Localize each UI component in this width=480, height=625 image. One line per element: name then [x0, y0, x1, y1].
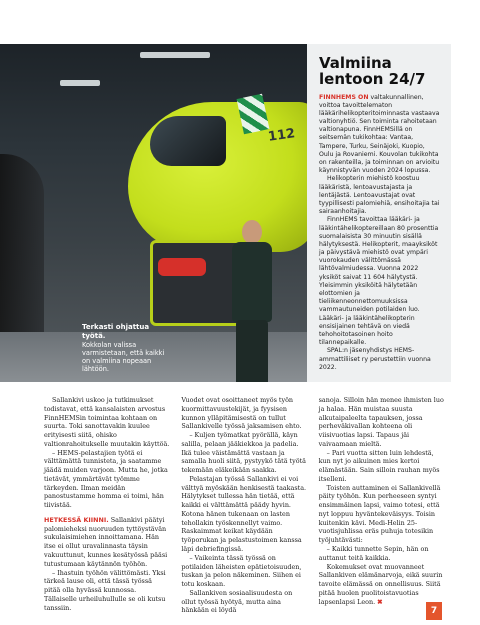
paragraph: – HEMS-pelastajien työtä ei välttämättä tunnisteta, ja saatamme jäädä muiden varjoon. Mutta he, jotka tietävät, ymmärtävät työmme tärkeyden. Ilman meidän panostustamme homma ei toimi, hän tiivistää. — [44, 448, 168, 510]
sidebar-title: Valmiina lentoon 24/7 — [319, 54, 426, 88]
stretcher — [158, 258, 206, 276]
section-subhead: HETKESSÄ KIINNI. — [44, 515, 109, 524]
helicopter-number: 112 — [267, 126, 297, 145]
paragraph: Sallankiven sosiaalisuudesta on ollut työssä hyötyä, mutta aina hänkään ei löydä — [181, 588, 293, 615]
article-column-2 — [181, 396, 307, 615]
article-column-1 — [44, 396, 170, 612]
info-sidebar — [307, 44, 451, 382]
page-number: 7 — [426, 602, 442, 620]
paragraph: Kokemukset ovat muovanneet Sallankiven elämänarvoja, eikä suurin tavoite elämässä on onnellisuus. Siitä pitää huolen puolitoistavuotias lapsenlapsi Leon. ✖ — [318, 562, 443, 606]
photo-caption — [82, 323, 172, 373]
sidebar-body — [319, 94, 441, 372]
paragraph: – Pari vuotta sitten luin lehdestä, kun nyt jo aikuinen mies kertoi elämästään. Sain silloin rauhan myös itselleni. — [318, 448, 440, 483]
paragraph: sanoja. Silloin hän menee ihmisten luo ja halaa. Hän muistaa suusta alkutaipaleelta tapauksen, jossa perheväkivallan kohteena oli viisivuotias lapsi. Tapaus jäi vaivaamaan mieltä. — [318, 396, 444, 448]
hangar-light — [140, 52, 210, 58]
crew-member — [230, 220, 274, 382]
helicopter-window — [150, 116, 226, 166]
paragraph: HETKESSÄ KIINNI. Sallankivi päätyi palomieheksi nuoruuden tyttöystävän sukulaisimiehen innoittamana. Hän itse ei ollut uravalinnasta täysin vakuuttunut, kunnes kesätyössä pääsi tutustumaan käytännön työhön. — [44, 515, 168, 568]
paragraph: Pelastajan työssä Sallankivi ei voi välttyä myöskään henkisestä taakasta. Hälytykset tullessa hän tietää, että kaikki ei välttämättä päädy hyvin. Kotona hänen tukenaan on lasten tehollakin työskennellyt vaimo. Raskaimmat keikat käydään työporukan ja pelastustoimen kanssa läpi debriefingissä. — [181, 474, 307, 554]
sidebar-paragraph: Helikopterin miehistö koostuu lääkäristä, lentoavustajasta ja lentäjästä. Lentoavustajat ovat tyypillisesti palomiehiä, ensihoitajia tai sairaanhoitajia. — [319, 175, 440, 216]
paragraph: – Ihastuin työhön välittömästi. Yksi tärkeä lause oli, että tässä työssä pitää olla hyvässä kunnossa. Tällaiselle urheiluhullulle se oli kutsu tanssiin. — [44, 568, 166, 612]
sidebar-paragraph: FINNHEMS ON valtakunnallinen, voittoa tavoittelematon lääkärihelikopteritoiminnasta vastaava valtionyhtiö. Sen toiminta rahoitetaan valtionapuna. FinnHEMSillä on seitsemän tukikohtaa: Vantaa, Tampere, Turku, Seinäjoki, Kuopio, Oulu ja Rovaniemi. Kouvolan tukikohta on rakenteilla, ja toiminnan on arvioitu käynnistyvän vuoden 2024 lopussa. — [319, 93, 440, 175]
hangar-light — [60, 80, 100, 86]
end-mark-icon: ✖ — [377, 597, 383, 606]
paragraph: Sallankivi uskoo ja tutkimukset todistavat, että kansalaisten arvostus FinnHEMSin toimintaa kohtaan on suurta. Toki sanottavakin kuulee erityisesti siitä, ohisko valtionrahoitukselle muutakin käyttöä. — [44, 396, 170, 448]
article-column-3 — [319, 396, 444, 608]
paragraph: Toisten auttaminen ei Sallankivellä päity työhön. Kun perheeseen syntyi ensimmäinen lapsi, vaimo totesi, että nyt loppuu hyväntekeväisyys. Toisin kuitenkin kävi. Medi-Helin 25-vuotisjuhlissa eräs puhuja totesikin työjuhtävästi: — [318, 483, 441, 545]
caption-title: Terkasti ohjattua työtä. — [82, 323, 150, 340]
article-columns — [44, 396, 444, 615]
paragraph: Vuodet ovat osoittaneet myös työn kuormittavuustekijät, ja fyysisen kunnon ylläpitämisestä on tullut Sallankivelle työssä jaksamisen ehto. — [181, 396, 302, 431]
paragraph: – Vaikeinta tässä työssä on potilaiden läheisten epätietoisuuden, tuskan ja pelon näkeminen. Siihen ei totu koskaan. — [181, 553, 302, 589]
sidebar-paragraph: FinnHEMS tavoittaa lääkäri- ja lääkintähelikoptereillaan 80 prosenttia suomalaisista 30 minuutin sisällä hälytyksestä. Helikopterit, maayksiköt ja päivystävä miehistö ovat ympäri vuorokauden välittömässä lähtövalmiudessa. Vuonna 2022 yksiköt saivat 11 604 hälytystä. Yleisimmin yksiköitä hälytetään elottomien ja tieliikenneonnettomuuksissa vammautuneiden potilaiden luo. Lääkäri- ja lääkintähelikopterin ensisijainen tehtävä on viedä tehohoitotasoinen hoito tilannepaikalle. — [319, 216, 439, 347]
paragraph: – Kaikki tunnette Sepin, hän on auttanut teitä kaikkia. — [318, 545, 429, 562]
caption-text: Kokkolan valissa varmistetaan, että kaikki on valmiina nopeaan lähtöön. — [82, 340, 165, 374]
sidebar-paragraph: SPAL:n jäsenyhdistys HEMS-ammattiliiset ry perustettiin vuonna 2022. — [319, 347, 431, 371]
paragraph: – Kuljen työmatkat pyörällä, käyn salilla, pelaan jääkiekkoa ja padelia. Ikä tulee väistämättä vastaan ja samalla huoli siitä, pystyykö tätä työtä tekemään eläkeikään saakka. — [181, 431, 306, 475]
sidebar-lead: FINNHEMS ON — [319, 93, 369, 101]
